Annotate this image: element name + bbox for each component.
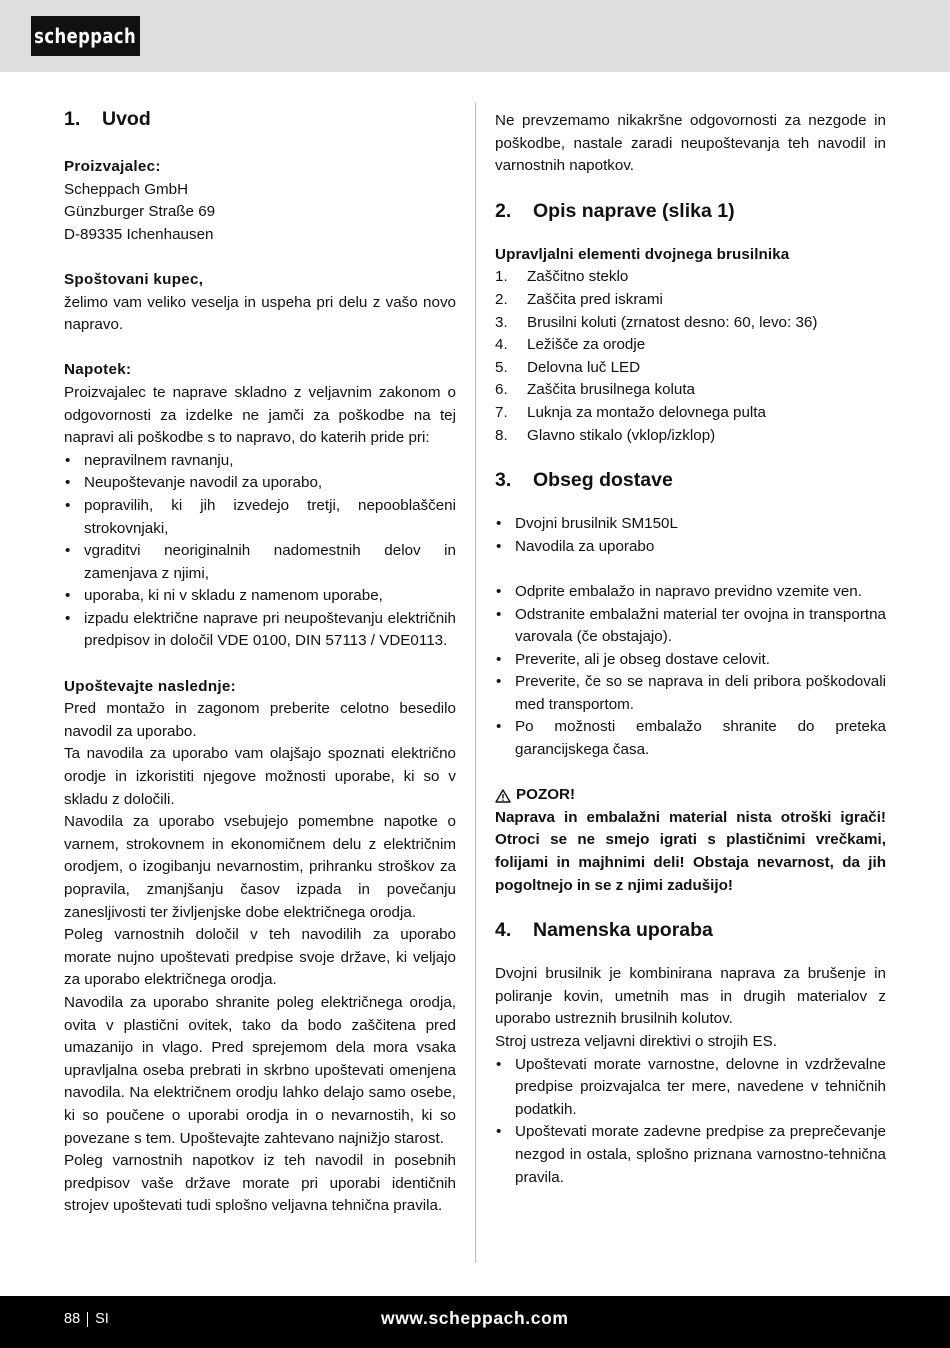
manufacturer-line: Günzburger Straße 69 xyxy=(64,203,216,221)
list-item: • izpadu električne naprave pri neupoštevanju električnih predpisov in določil VDE 0100, DIN 57113 / VDE0113. xyxy=(65,609,456,650)
logo-text: scheppach xyxy=(34,24,137,48)
scheppach-logo xyxy=(31,16,140,56)
observe-paragraph: Pred montažo in zagonom preberite celotno besedilo navodil za uporabo. xyxy=(64,700,456,740)
observe-paragraph: Navodila za uporabo shranite poleg električnega orodja, ovita v plastični ovitek, tako da bodo zaščitena pred umazanijo in vlago. Pred sprejemom dela mora vsaka upravljalna oseba prebrati in skrbno upoštevati omenjena navodila. Na električnem orodju lahko delajo samo osebe, ki so poučene o uporabi orodja in o nevarnostih, ki so povezane s tem. Upoštevajte zahtevano najnižjo starost. xyxy=(64,993,456,1147)
list-item: 5. Delovna luč LED xyxy=(495,358,641,376)
list-item: • Upoštevati morate varnostne, delovne in vzdrževalne predpise proizvajalca ter mere, navedene v tehničnih podatkih. xyxy=(496,1055,886,1118)
manufacturer-line: D-89335 Ichenhausen xyxy=(64,225,214,243)
list-item: • Po možnosti embalažo shranite do preteka garancijskega časa. xyxy=(496,718,886,759)
list-item: • popravilih, ki jih izvedejo tretji, nepooblaščeni strokovnjaki, xyxy=(65,496,456,537)
language-code: SI xyxy=(95,1311,109,1327)
observe-label: Upoštevajte naslednje: xyxy=(64,677,237,695)
list-item: 4. Ležišče za orodje xyxy=(495,336,646,354)
warning-text: Naprava in embalažni material nista otroški igrači! Otroci se ne smejo igrati s plastičnimi vrečkami, folijami in majhnimi deli! Obstaja nevarnost, da jih pogoltnejo in se z njimi zadušijo! xyxy=(495,808,886,894)
list-item: • Odprite embalažo in napravo previdno vzemite ven. xyxy=(496,582,862,600)
section-3-heading: 3. Obseg dostave xyxy=(495,469,673,492)
greeting-text: želimo vam veliko veselja in uspeha pri delu z vašo novo napravo. xyxy=(64,293,456,334)
list-item: 1. Zaščitno steklo xyxy=(495,268,629,286)
list-item: • uporaba, ki ni v skladu z namenom uporabe, xyxy=(65,587,383,605)
use-bullet-list xyxy=(495,1054,886,1190)
section-1-heading: 1. Uvod xyxy=(64,108,151,130)
observe-paragraph: Ta navodila za uporabo vam olajšajo spoznati električno orodje in izkoristiti njegove možnosti uporabe, ki so v skladu z določili. xyxy=(64,745,456,808)
use-paragraph: Stroj ustreza veljavni direktivi o strojih ES. xyxy=(495,1033,777,1050)
list-item: • Neupoštevanje navodil za uporabo, xyxy=(65,474,323,492)
greeting-label: Spoštovani kupec, xyxy=(64,270,204,288)
delivery-list xyxy=(495,513,886,558)
list-item: 2. Zaščita pred iskrami xyxy=(495,290,663,308)
manufacturer-line: Scheppach GmbH xyxy=(64,180,189,198)
manufacturer-label: Proizvajalec: xyxy=(64,158,161,175)
use-paragraph: Dvojni brusilnik je kombinirana naprava za brušenje in poliranje kovin, umetnih mas in drugih materialov z uporabo ustreznih brusilnih kolutov. xyxy=(495,965,886,1028)
liability-text: Ne prevzemamo nikakršne odgovornosti za nezgode in poškodbe, nastale zaradi neupoštevanja teh navodil in varnostnih napotkov. xyxy=(495,112,886,175)
website-url: www.scheppach.com xyxy=(381,1308,569,1328)
list-item: • Dvojni brusilnik SM150L xyxy=(496,515,678,533)
section-4-heading: 4. Namenska uporaba xyxy=(495,919,713,942)
list-item: 6. Zaščita brusilnega koluta xyxy=(495,381,695,399)
section-2-heading: 2. Opis naprave (slika 1) xyxy=(495,199,735,222)
left-column xyxy=(64,105,456,1218)
footer-separator xyxy=(87,1312,88,1327)
page-indicator xyxy=(64,1311,109,1327)
footer-band xyxy=(0,1296,950,1348)
page-number: 88 xyxy=(64,1311,81,1327)
column-divider xyxy=(475,103,476,1263)
list-item: • Preverite, ali je obseg dostave celovit. xyxy=(496,650,770,668)
unpack-list xyxy=(495,581,886,762)
observe-paragraph: Navodila za uporabo vsebujejo pomembne napotke o varnem, strokovnem in ekonomičnem delu z električnim orodjem, o izogibanju nevarnostim, prihranku stroškov za popravila, zmanjšanju časov izpada in povečanju zanesljivosti ter življenjske dobe električnega orodja. xyxy=(64,813,456,921)
list-item: 7. Luknja za montažo delovnega pulta xyxy=(495,403,766,421)
header-band xyxy=(0,0,950,72)
observe-paragraph: Poleg varnostnih določil v teh navodilih za uporabo morate nujno upoštevati predpise svoje države, ki veljajo za uporabo električnega orodja. xyxy=(64,926,456,989)
list-item: • vgraditvi neoriginalnih nadomestnih delov in zamenjava z njimi, xyxy=(65,542,456,582)
controls-list xyxy=(495,266,886,447)
list-item: • Odstranite embalažni material ter ovojna in transportna varovala (če obstajajo). xyxy=(496,605,886,646)
list-item: • nepravilnem ravnanju, xyxy=(65,451,234,469)
list-item: • Navodila za uporabo xyxy=(496,537,655,555)
note-label: Napotek: xyxy=(64,361,132,379)
controls-label: Upravljalni elementi dvojnega brusilnika xyxy=(495,245,790,263)
list-item: 8. Glavno stikalo (vklop/izklop) xyxy=(495,426,716,444)
note-bullet-list xyxy=(64,450,456,653)
list-item: • Preverite, če so se naprava in deli pribora poškodovali med transportom. xyxy=(496,673,886,713)
observe-paragraph: Poleg varnostnih napotkov iz teh navodil in posebnih predpisov vaše države morate pri uporabi identičnih strojev upoštevati tudi splošno veljavna tehnična pravila. xyxy=(64,1152,456,1215)
list-item: • Upoštevati morate zadevne predpise za preprečevanje nezgod in ostala, splošno priznana varnostno-tehnična pravila. xyxy=(496,1123,886,1186)
warning-triangle-icon xyxy=(495,789,511,803)
note-text: Proizvajalec te naprave skladno z veljavnim zakonom o odgovornosti za izdelke ne jamči za poškodbe na tej napravi ali poškodbe s to napravo, do katerih pride pri: xyxy=(64,383,456,447)
right-column xyxy=(495,110,886,1189)
warning-title: POZOR! xyxy=(495,784,886,807)
list-item: 3. Brusilni koluti (zrnatost desno: 60, levo: 36) xyxy=(495,313,818,331)
